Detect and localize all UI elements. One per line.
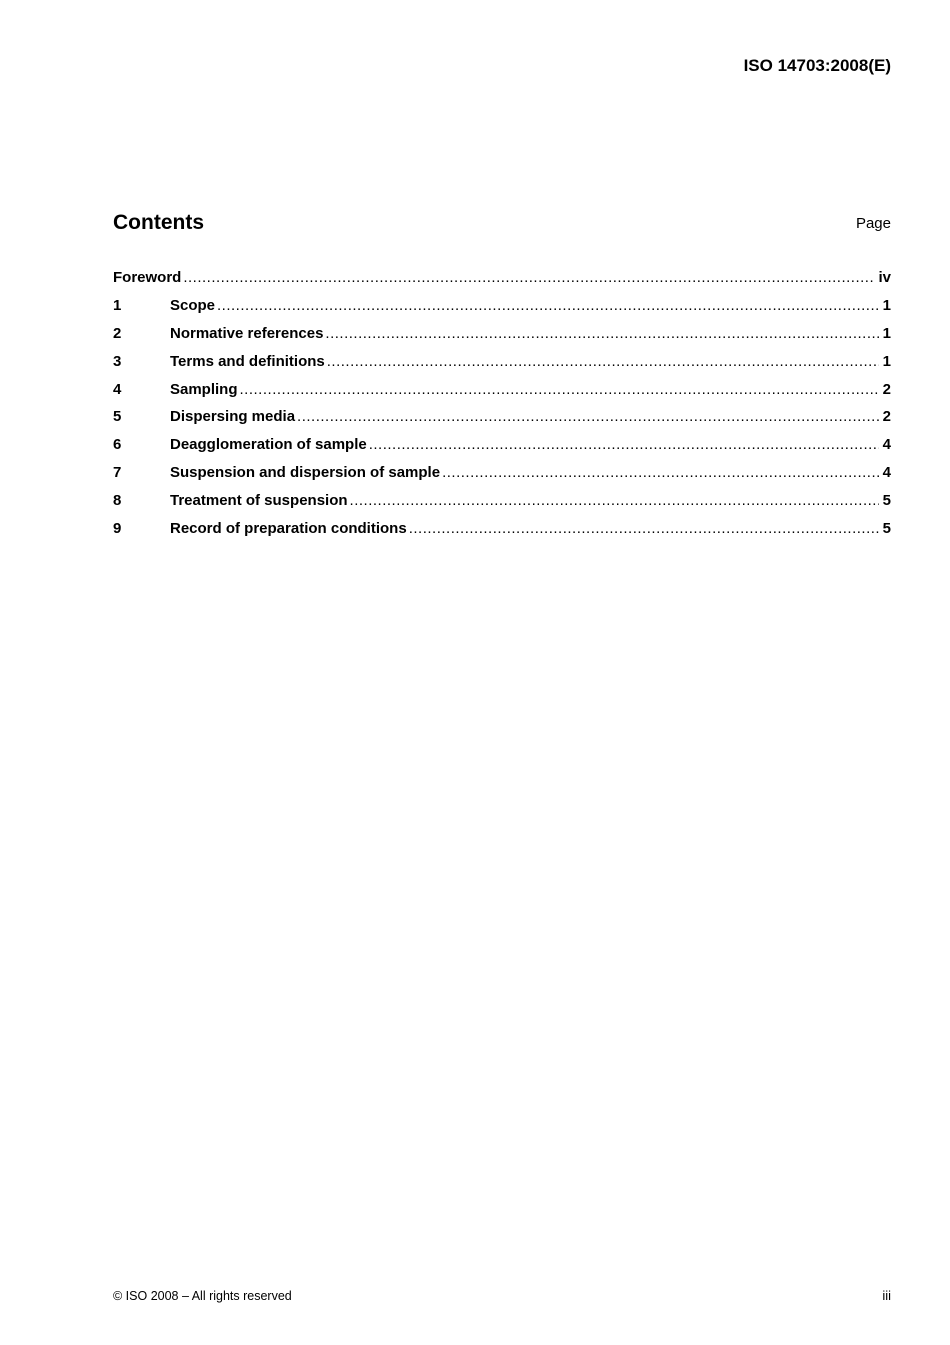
toc-entry-number: 4: [113, 380, 122, 398]
toc-entry-label: Normative references: [170, 324, 324, 342]
toc-entry[interactable]: [113, 352, 891, 380]
toc-entry-label: Foreword: [113, 269, 182, 286]
toc-leader-dots: [350, 491, 879, 511]
page-column-label: Page: [855, 215, 891, 232]
toc-leader-dots: [325, 324, 878, 344]
toc-entry-label: Terms and definitions: [170, 352, 325, 370]
toc-entry[interactable]: [113, 296, 891, 324]
toc-entry[interactable]: [113, 435, 891, 463]
toc-entry-page: 1: [882, 352, 891, 370]
toc-entry-number: 9: [113, 520, 122, 538]
toc-entry-label: Suspension and dispersion of sample: [170, 464, 441, 482]
contents-heading: Contents: [113, 211, 204, 234]
toc-entry[interactable]: [113, 463, 891, 491]
toc-entry-label: Scope: [170, 296, 216, 314]
toc-entry-page: 4: [882, 464, 891, 482]
document-id: ISO 14703:2008(E): [743, 56, 891, 75]
toc-entry-label: Sampling: [170, 380, 238, 398]
toc-entry[interactable]: [113, 491, 891, 519]
toc-leader-dots: [369, 435, 879, 455]
toc-entry-label: Record of preparation conditions: [170, 520, 407, 538]
toc-leader-dots: [217, 296, 879, 316]
page-number: iii: [882, 1288, 891, 1303]
toc-entry-number: 8: [113, 492, 122, 510]
toc-entry-page: 5: [882, 492, 891, 510]
toc-entry-page: 2: [882, 408, 891, 426]
toc-leader-dots: [183, 268, 874, 288]
toc-entry-label: Dispersing media: [170, 408, 296, 426]
toc-entry-number: 7: [113, 464, 122, 482]
toc-entry-label: Treatment of suspension: [170, 492, 348, 510]
toc-entry-page: 5: [882, 520, 891, 538]
toc-entry-label: Deagglomeration of sample: [170, 436, 367, 454]
toc-leader-dots: [240, 380, 879, 400]
toc-entry[interactable]: [113, 407, 891, 435]
toc-entry-page: 1: [882, 296, 891, 314]
toc-leader-dots: [409, 519, 879, 539]
toc-leader-dots: [327, 352, 879, 372]
table-of-contents: [113, 268, 891, 547]
toc-entry-number: 2: [113, 324, 122, 342]
copyright-notice: © ISO 2008 – All rights reserved: [113, 1289, 292, 1303]
toc-entry-page: 1: [882, 324, 891, 342]
toc-entry-number: 3: [113, 352, 122, 370]
toc-entry-number: 1: [113, 296, 122, 314]
toc-leader-dots: [442, 463, 879, 483]
toc-entry-page: 2: [882, 380, 891, 398]
toc-entry-number: 5: [113, 408, 122, 426]
toc-entry[interactable]: [113, 519, 891, 547]
toc-entry[interactable]: [113, 380, 891, 408]
toc-entry-page: 4: [882, 436, 891, 454]
toc-entry-page: iv: [878, 269, 891, 286]
toc-entry-number: 6: [113, 436, 122, 454]
toc-leader-dots: [297, 407, 879, 427]
toc-entry[interactable]: [113, 324, 891, 352]
toc-entry-foreword[interactable]: [113, 268, 891, 296]
